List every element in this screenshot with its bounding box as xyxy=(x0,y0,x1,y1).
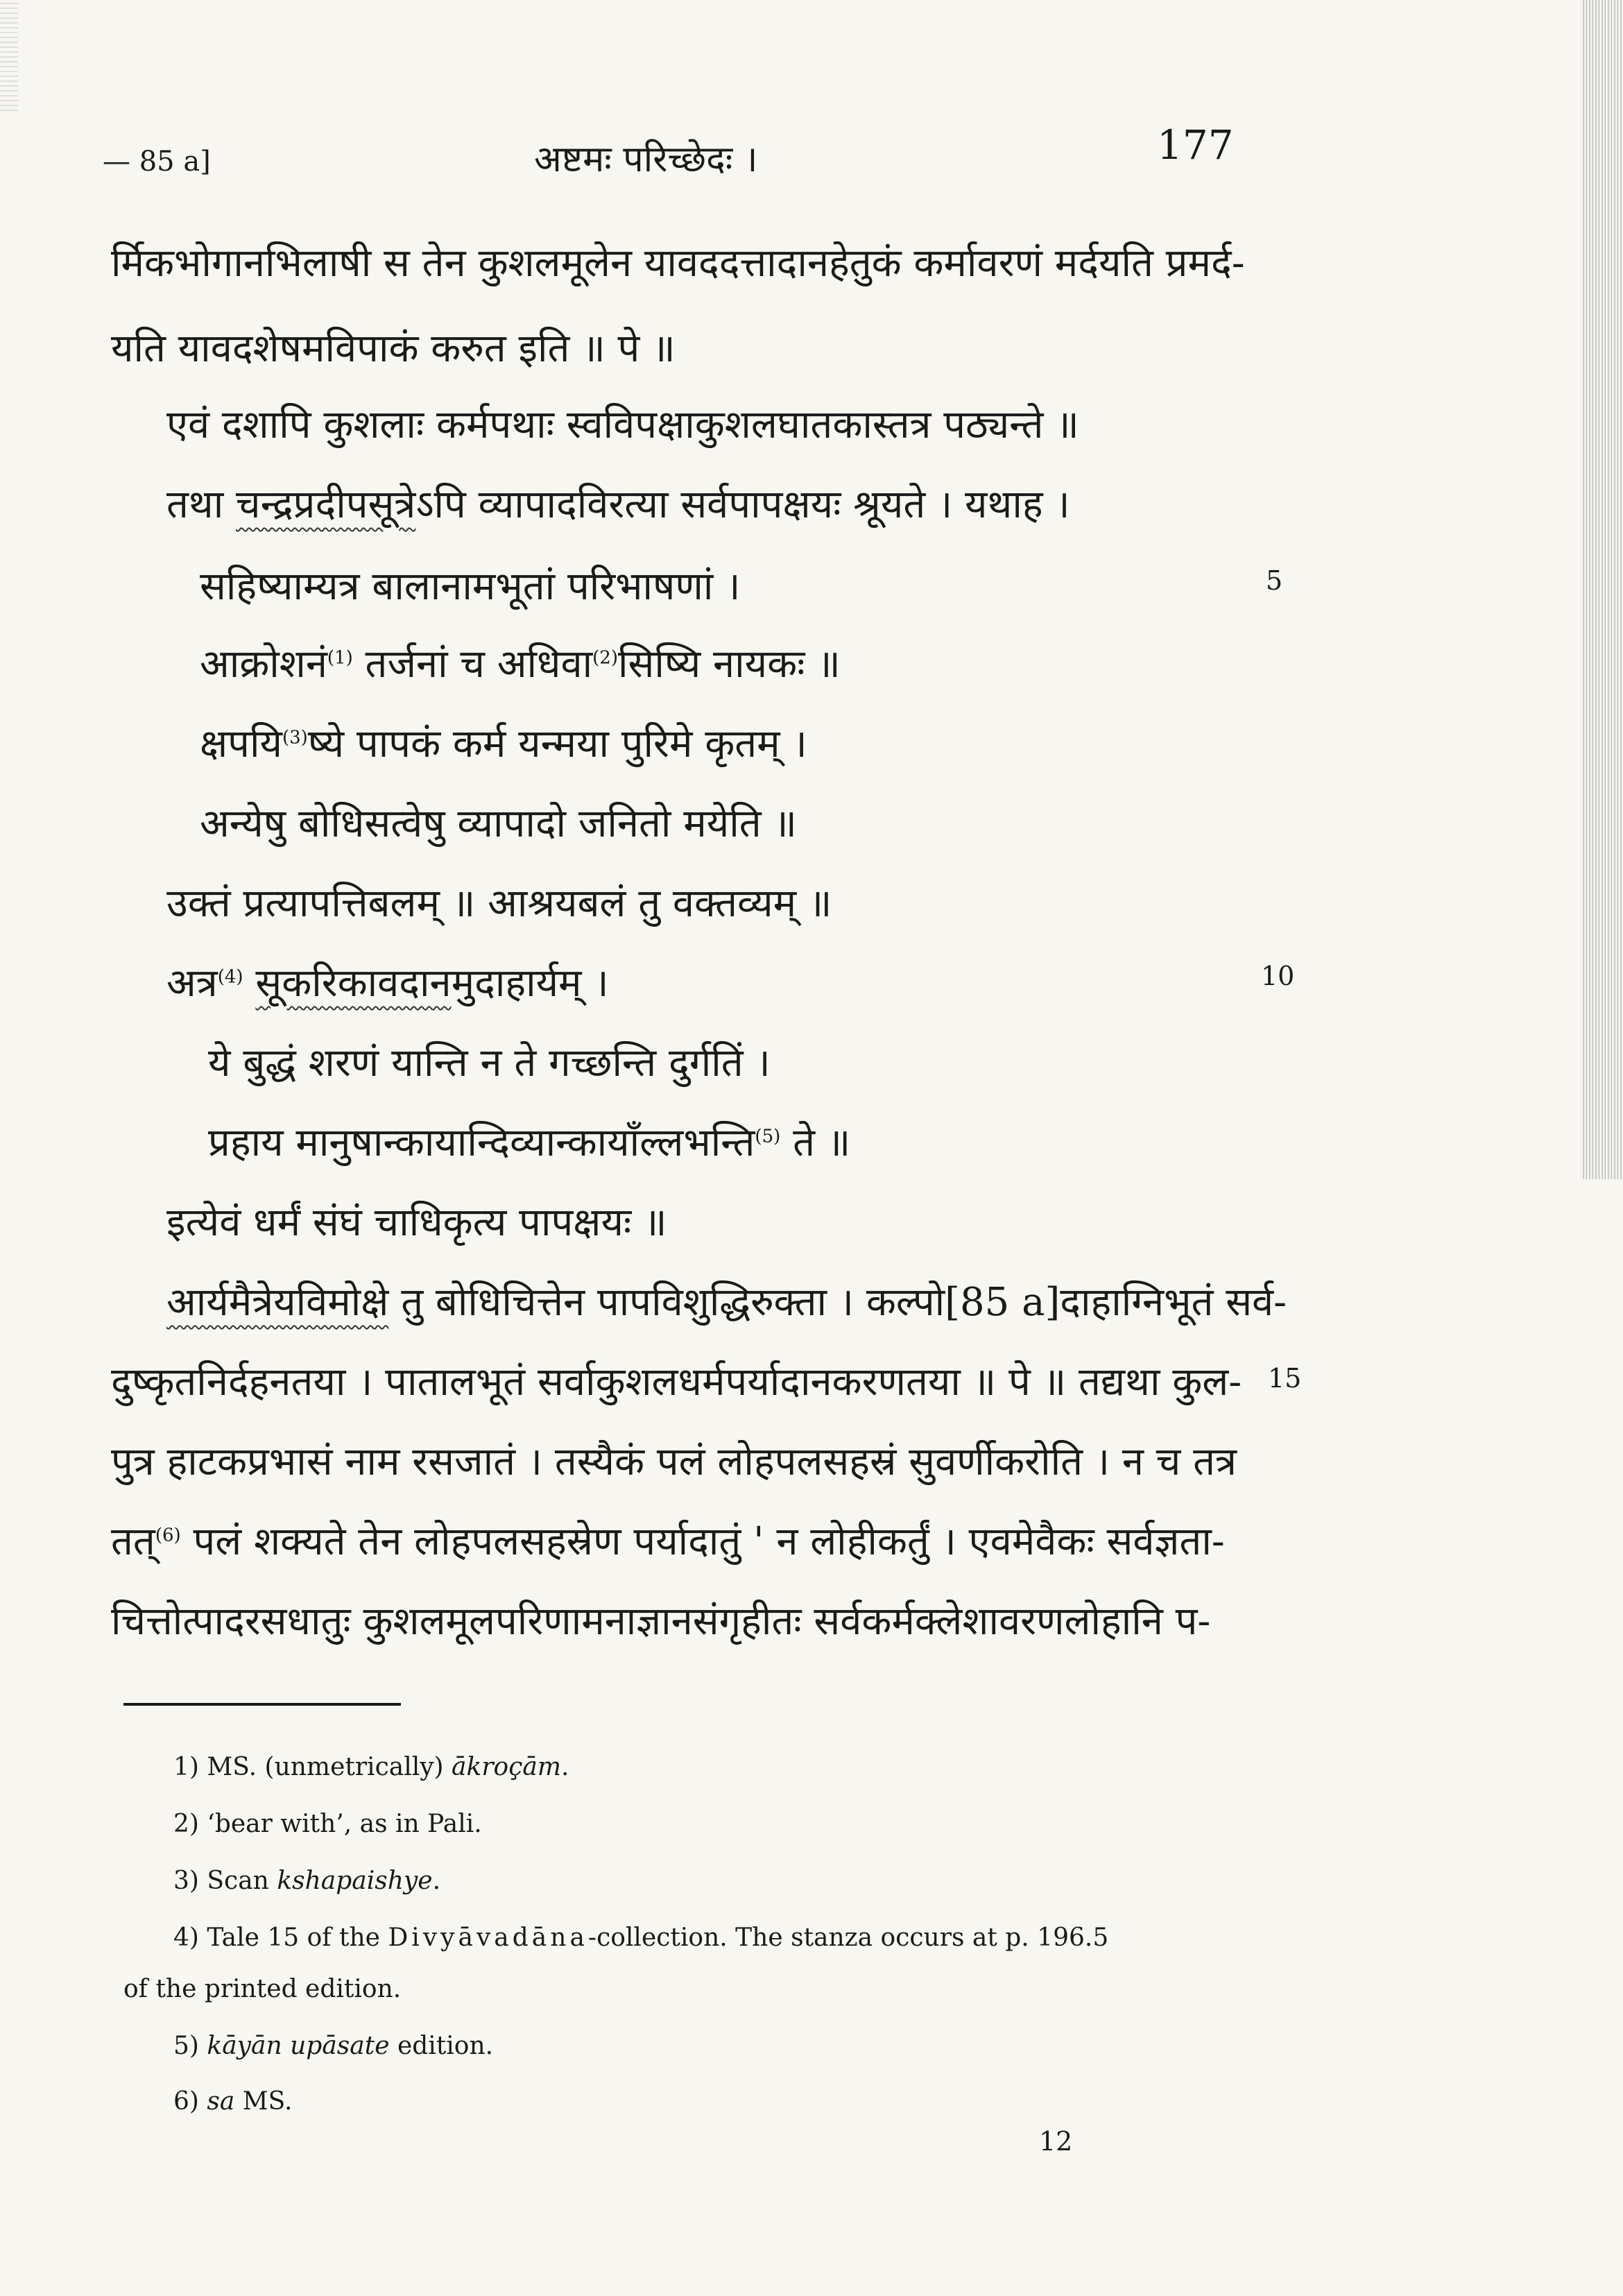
footnote-3 xyxy=(173,1869,440,1894)
verse-line-1: सहिष्याम्यत्र बालानामभूतां परिभाषणां । xyxy=(200,564,741,609)
text-line-6 xyxy=(166,961,609,1006)
text-line-8-rest: तु बोधिचित्तेन पापविशुद्धिरुक्ता । कल्पो[85 a]दाहाग्निभूतं सर्व- xyxy=(388,1280,1287,1325)
book-spine-edge xyxy=(1583,0,1623,1179)
footnote-3-italic: kshapaishye xyxy=(277,1867,433,1895)
text-line-8 xyxy=(166,1280,1287,1325)
verse-line-2-a: आक्रोशनं xyxy=(200,642,327,687)
footnote-4-continued: of the printed edition. xyxy=(123,1975,402,2003)
verse-line-2 xyxy=(200,642,841,687)
text-line-11 xyxy=(111,1519,1225,1564)
line-number-15: 15 xyxy=(1268,1363,1302,1394)
scan-edge-left xyxy=(0,0,18,111)
footnote-5 xyxy=(173,2034,493,2059)
verse-line-2-b: तर्जनां च अधिवा xyxy=(352,642,593,687)
footnote-1 xyxy=(173,1755,569,1780)
footnote-mark-3: (3) xyxy=(282,727,308,748)
footnote-5-num: 5) xyxy=(173,2032,207,2060)
line-number-5: 5 xyxy=(1266,565,1283,596)
atra-word: अत्र xyxy=(166,961,218,1006)
text-line-1: र्मिकभोगानभिलाषी स तेन कुशलमूलेन यावददत्तादानहेतुकं कर्मावरणं मर्दयति प्रमर्द- xyxy=(111,241,1245,286)
text-line-4 xyxy=(166,482,1070,527)
footnote-3-text: 3) Scan xyxy=(173,1867,277,1895)
verse-line-4: अन्येषु बोधिसत्वेषु व्यापादो जनितो मयेति ॥ xyxy=(200,801,797,846)
running-header-title: अष्टमः परिच्छेदः । xyxy=(534,139,758,180)
footnote-5-end: edition. xyxy=(389,2032,494,2060)
footnote-mark-4: (4) xyxy=(217,966,243,988)
verse-line-3 xyxy=(200,721,807,766)
verse-line-5: ये बुद्धं शरणं यान्ति न ते गच्छन्ति दुर्गतिं । xyxy=(208,1040,771,1086)
text-line-10: पुत्र हाटकप्रभासं नाम रसजातं । तस्यैकं पलं लोहपलसहस्रं सुवर्णीकरोति । न च तत्र xyxy=(111,1439,1237,1484)
footnote-mark-2: (2) xyxy=(592,647,618,669)
footnote-mark-1: (1) xyxy=(327,647,353,669)
verse-line-6-a: प्रहाय मानुषान्कायान्दिव्यान्कायाँल्लभन्ति xyxy=(208,1120,755,1165)
footnote-6-num: 6) xyxy=(173,2087,207,2116)
text-line-6-rest: मुदाहार्यम् । xyxy=(451,961,609,1006)
footnote-6-italic: sa xyxy=(207,2087,235,2116)
underlined-sutra-name: चन्द्रप्रदीपसूत्रे xyxy=(236,482,416,527)
footnote-6-end: MS. xyxy=(234,2087,293,2116)
verse-line-3-a: क्षपयि xyxy=(200,721,282,766)
underlined-avadana-name: सूकरिकावदान xyxy=(255,961,452,1006)
footnote-4-text: 4) Tale 15 of the xyxy=(173,1924,388,1952)
footnote-4-spaced: Divyāvadāna xyxy=(388,1924,588,1952)
footnote-4-end: -collection. The stanza occurs at p. 196.5 xyxy=(587,1924,1109,1952)
tatha-word: तथा xyxy=(166,482,224,527)
footnote-1-italic: ākroçām xyxy=(452,1753,561,1781)
text-line-11-a: तत् xyxy=(111,1519,155,1564)
text-line-2: यति यावदशेषमविपाकं करुत इति ॥ पे ॥ xyxy=(111,326,676,371)
page-number: 177 xyxy=(1157,121,1234,169)
footnote-3-end: . xyxy=(432,1867,441,1895)
verse-line-3-b: ष्ये पापकं कर्म यन्मया पुरिमे कृतम् । xyxy=(307,721,807,766)
text-line-12: चित्तोत्पादरसधातुः कुशलमूलपरिणामनाज्ञानसंगृहीतः सर्वकर्मक्लेशावरणलोहानि प- xyxy=(111,1599,1211,1644)
footnote-4 xyxy=(173,1926,1108,1951)
running-header-left: — 85 a] xyxy=(103,146,211,178)
signature-mark: 12 xyxy=(1039,2126,1073,2157)
text-line-5: उक्तं प्रत्यापत्तिबलम् ॥ आश्रयबलं तु वक्तव्यम् ॥ xyxy=(166,881,832,926)
verse-line-6 xyxy=(208,1120,851,1165)
line-number-10: 10 xyxy=(1261,961,1295,991)
text-line-9: दुष्कृतनिर्दहनतया । पातालभूतं सर्वाकुशलधर्मपर्यादानकरणतया ॥ पे ॥ तद्यथा कुल- xyxy=(111,1360,1242,1405)
footnote-5-italic: kāyān upāsate xyxy=(207,2032,390,2060)
footnote-mark-5: (5) xyxy=(755,1126,781,1147)
footnote-6 xyxy=(173,2089,292,2114)
footnote-rule xyxy=(123,1703,401,1706)
text-line-11-b: पलं शक्यते तेन लोहपलसहस्रेण पर्यादातुं ' न लोहीकर्तुं । एवमेवैकः सर्वज्ञता- xyxy=(180,1519,1225,1564)
text-line-7: इत्येवं धर्मं संघं चाधिकृत्य पापक्षयः ॥ xyxy=(166,1200,667,1245)
footnote-1-text: 1) MS. (unmetrically) xyxy=(173,1753,452,1781)
verse-line-2-c: सिष्यि नायकः ॥ xyxy=(617,642,841,687)
footnote-mark-6: (6) xyxy=(155,1525,181,1546)
footnote-1-end: . xyxy=(560,1753,569,1781)
text-line-4-rest: ऽपि व्यापादविरत्या सर्वपापक्षयः श्रूयते । यथाह । xyxy=(415,482,1070,527)
text-line-3: एवं दशापि कुशलाः कर्मपथाः स्वविपक्षाकुशलघातकास्तत्र पठ्यन्ते ॥ xyxy=(166,402,1079,447)
footnote-2: 2) ‘bear with’, as in Pali. xyxy=(173,1810,482,1838)
verse-line-6-b: ते ॥ xyxy=(780,1120,851,1165)
underlined-sutra-name-2: आर्यमैत्रेयविमोक्षे xyxy=(166,1280,389,1325)
